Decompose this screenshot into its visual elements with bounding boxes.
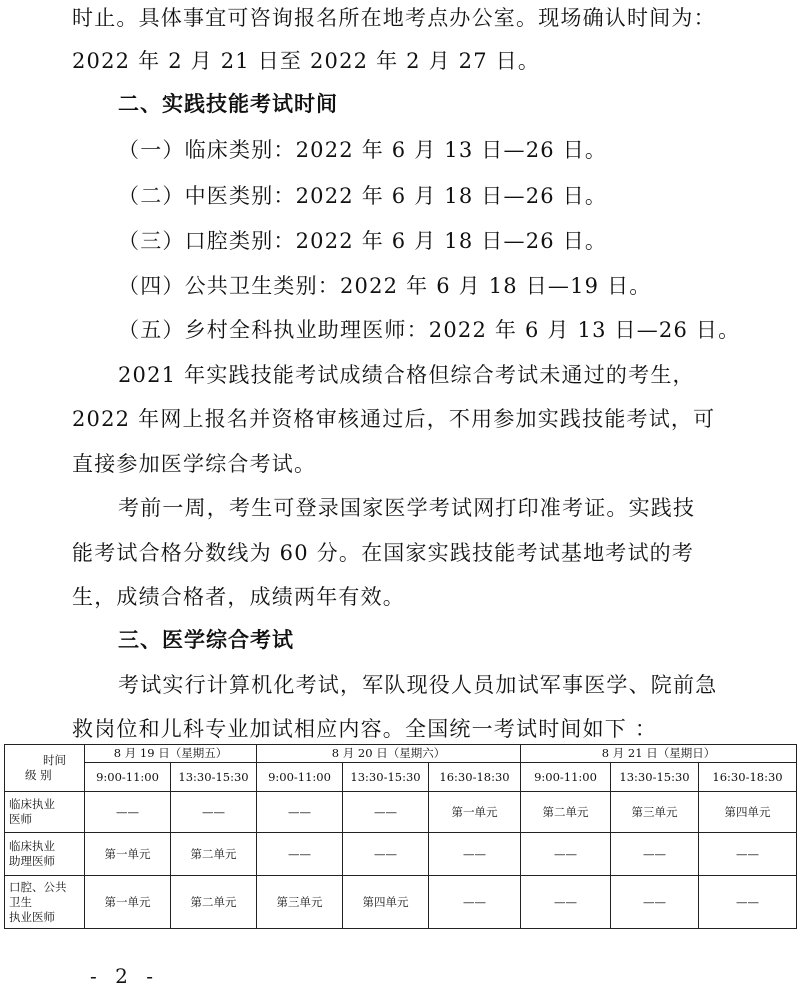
list-item: （三）口腔类别：2022 年 6 月 18 日—26 日。 bbox=[118, 229, 608, 253]
schedule-cell: —— bbox=[343, 792, 429, 833]
level-text: 执业医师 bbox=[9, 909, 55, 924]
schedule-cell: 第二单元 bbox=[521, 792, 611, 833]
day-header: 8 月 20 日（星期六） bbox=[257, 745, 521, 763]
schedule-cell: 第二单元 bbox=[171, 833, 257, 876]
level-cell bbox=[5, 876, 85, 929]
schedule-cell: 第一单元 bbox=[85, 876, 171, 929]
list-item: （一）临床类别：2022 年 6 月 13 日—26 日。 bbox=[118, 138, 608, 162]
time-slot-header: 9:00-11:00 bbox=[521, 763, 611, 792]
paragraph-line: 考前一周，考生可登录国家医学考试网打印准考证。实践技 bbox=[118, 496, 696, 520]
time-slot-header: 9:00-11:00 bbox=[85, 763, 171, 792]
time-slot-header: 13:30-15:30 bbox=[171, 763, 257, 792]
level-text: 卫生 bbox=[9, 894, 32, 909]
schedule-cell: 第一单元 bbox=[429, 792, 521, 833]
page-number: - 2 - bbox=[90, 964, 159, 988]
schedule-cell: —— bbox=[521, 833, 611, 876]
schedule-cell: 第三单元 bbox=[611, 792, 699, 833]
schedule-cell: —— bbox=[699, 876, 797, 929]
level-text: 医师 bbox=[9, 812, 32, 826]
table-row bbox=[5, 792, 797, 833]
schedule-cell: —— bbox=[521, 876, 611, 929]
schedule-cell: —— bbox=[611, 833, 699, 876]
time-slot-header: 13:30-15:30 bbox=[343, 763, 429, 792]
paragraph-line: 时止。具体事宜可咨询报名所在地考点办公室。现场确认时间为： bbox=[72, 6, 716, 30]
time-slot-header: 16:30-18:30 bbox=[699, 763, 797, 792]
day-header: 8 月 19 日（星期五） bbox=[85, 745, 257, 763]
level-text: 助理医师 bbox=[9, 854, 55, 868]
schedule-cell: —— bbox=[699, 833, 797, 876]
section-heading: 二、实践技能考试时间 bbox=[118, 92, 338, 116]
corner-time-label: 时间 bbox=[43, 753, 66, 767]
paragraph-line: 生，成绩合格者，成绩两年有效。 bbox=[72, 585, 405, 609]
paragraph-line: 救岗位和儿科专业加试相应内容。全国统一考试时间如下 ： bbox=[72, 717, 658, 741]
level-cell bbox=[5, 792, 85, 833]
table-corner-cell bbox=[5, 745, 85, 792]
day-header: 8 月 21 日（星期日） bbox=[521, 745, 797, 763]
schedule-cell: —— bbox=[343, 833, 429, 876]
list-item: （四）公共卫生类别：2022 年 6 月 18 日—19 日。 bbox=[118, 274, 652, 298]
paragraph-line: 2021 年实践技能考试成绩合格但综合考试未通过的考生， bbox=[118, 363, 695, 387]
schedule-cell: —— bbox=[171, 792, 257, 833]
paragraph-line: 2022 年网上报名并资格审核通过后，不用参加实践技能考试，可 bbox=[72, 407, 716, 431]
schedule-cell: 第四单元 bbox=[343, 876, 429, 929]
schedule-cell: —— bbox=[429, 876, 521, 929]
time-slot-header: 13:30-15:30 bbox=[611, 763, 699, 792]
level-text: 临床执业 bbox=[9, 797, 55, 811]
list-item: （二）中医类别：2022 年 6 月 18 日—26 日。 bbox=[118, 184, 608, 208]
time-slot-header: 9:00-11:00 bbox=[257, 763, 343, 792]
schedule-cell: —— bbox=[429, 833, 521, 876]
paragraph-line: 2022 年 2 月 21 日至 2022 年 2 月 27 日。 bbox=[72, 49, 541, 73]
table-row bbox=[5, 876, 797, 929]
schedule-cell: 第三单元 bbox=[257, 876, 343, 929]
level-text: 口腔、公共 bbox=[9, 879, 67, 894]
schedule-cell: 第二单元 bbox=[171, 876, 257, 929]
schedule-cell: 第四单元 bbox=[699, 792, 797, 833]
schedule-cell: —— bbox=[611, 876, 699, 929]
paragraph-line: 能考试合格分数线为 60 分。在国家实践技能考试基地考试的考 bbox=[72, 541, 695, 565]
table-header-row bbox=[5, 745, 797, 763]
paragraph-line: 直接参加医学综合考试。 bbox=[72, 452, 317, 476]
schedule-cell: —— bbox=[85, 792, 171, 833]
table-row bbox=[5, 833, 797, 876]
corner-level-label: 级 别 bbox=[25, 768, 52, 782]
section-heading: 三、医学综合考试 bbox=[118, 628, 294, 652]
list-item: （五）乡村全科执业助理医师：2022 年 6 月 13 日—26 日。 bbox=[118, 318, 741, 342]
level-text: 临床执业 bbox=[9, 839, 55, 853]
schedule-cell: —— bbox=[257, 792, 343, 833]
schedule-cell: —— bbox=[257, 833, 343, 876]
paragraph-line: 考试实行计算机化考试，军队现役人员加试军事医学、院前急 bbox=[118, 673, 718, 697]
schedule-cell: 第一单元 bbox=[85, 833, 171, 876]
level-cell bbox=[5, 833, 85, 876]
exam-schedule-table bbox=[4, 744, 797, 929]
table-header-row bbox=[5, 763, 797, 792]
time-slot-header: 16:30-18:30 bbox=[429, 763, 521, 792]
